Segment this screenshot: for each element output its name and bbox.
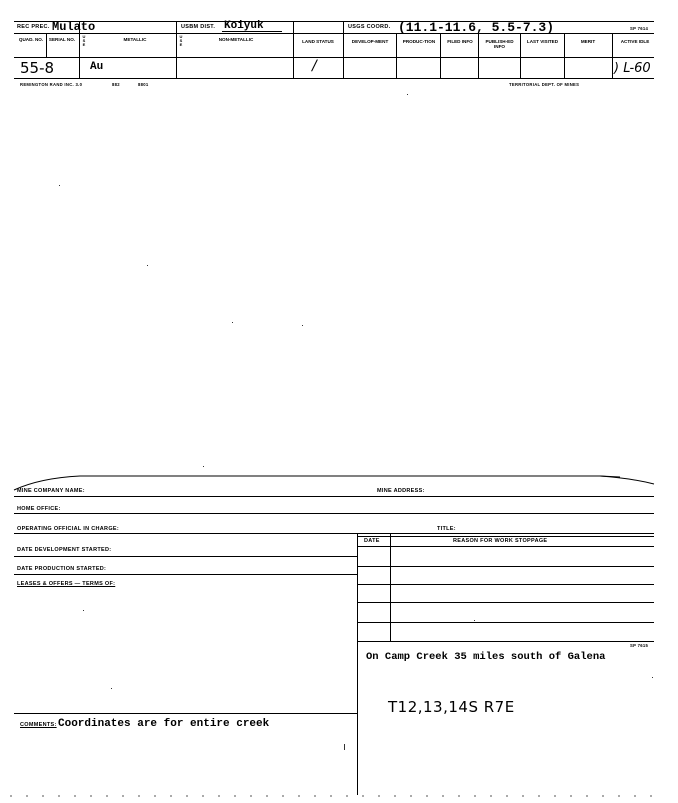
bottom-form-number: SP 7615 [630,643,649,648]
comments-rule [14,713,357,714]
use-nonmetallic-header: U S E [179,34,183,48]
top-card-bottom-rule [14,78,654,79]
merit-header: MERIT [580,39,596,44]
mine-company-name-label: MINE COMPANY NAME: [17,488,85,494]
footer-code-1: 882 [112,82,120,87]
leases-offers-label: LEASES & OFFERS — TERMS OF: [17,581,116,587]
bottom-card-rule [14,496,654,497]
rec-prec-label: REC PREC. [17,24,50,30]
quad-no-header: QUAD. NO. [18,37,44,42]
top-card-divider [478,33,479,78]
date-column-divider [390,533,391,641]
top-card-divider [396,33,397,78]
scan-speck [83,610,84,611]
scan-speck [344,744,345,750]
stoppage-table-rule [357,622,654,623]
scan-speck [111,688,112,689]
rec-prec-value: Mulato [52,20,96,34]
date-production-label: DATE PRODUCTION STARTED: [17,566,107,572]
mine-address-label: MINE ADDRESS: [377,488,425,494]
usbm-dist-value: Koiyuk [224,20,264,32]
stoppage-table-rule [357,641,654,642]
usgs-coord-label: USGS COORD. [348,24,391,30]
top-card-column-header-rule [14,33,654,34]
reason-column-header: REASON FOR WORK STOPPAGE [453,538,548,544]
usbm-dist-label: USBM DIST. [181,24,216,30]
scan-speck [147,265,148,266]
territorial-dept-label: TERRITORIAL DEPT. OF MINES [509,82,580,87]
stoppage-table-rule [357,566,654,567]
active-idle-header: ACTIVE IDLE [620,39,650,44]
land-status-value: / [312,58,317,74]
bottom-card-center-divider [357,533,358,795]
township-range-note: T12,13,14S R7E [388,698,515,716]
usgs-coord-value: (11.1-11.6, 5.5-7.3) [398,20,555,35]
stoppage-table-rule [357,584,654,585]
stoppage-table-rule [357,602,654,603]
title-label: TITLE: [437,526,456,532]
stoppage-table-rule [357,546,654,547]
scan-speck [203,466,204,467]
development-header: DEVELOP-MENT [351,39,389,44]
scan-speck [474,620,475,621]
top-card-divider [612,33,613,78]
quad-serial-value: 55-8 [20,59,55,77]
card-top-edge [0,470,678,492]
location-note: On Camp Creek 35 miles south of Galena [366,651,606,663]
top-form-number: SP 7614 [630,26,649,31]
date-column-header: DATE [364,538,380,544]
metallic-header: METALLIC [123,37,147,42]
usbm-dist-underline [222,31,282,32]
bottom-card-rule [14,513,654,514]
top-card-row-rule [14,57,654,58]
top-card-divider [46,33,47,57]
bottom-card-rule [14,533,654,534]
operating-official-label: OPERATING OFFICIAL IN CHARGE: [17,526,119,532]
nonmetallic-header: NON-METALLIC [218,37,254,42]
top-card-divider [520,33,521,78]
scan-speck [59,185,60,186]
stoppage-table-rule [357,536,654,537]
use-metallic-header: U S E [82,34,86,48]
published-info-header: PUBLISH-ED INFO [485,39,514,49]
land-status-header: LAND STATUS [302,39,334,44]
comments-label: COMMENTS: [20,722,57,728]
scan-bottom-edge [0,790,678,800]
active-idle-value: ) L-60 [614,61,651,76]
top-card-header-rule [14,21,654,22]
printer-credit: REMINGTON RAND INC. 3.0 [20,82,83,87]
scan-speck [302,325,303,326]
bottom-card-rule [14,574,357,575]
scan-speck [407,94,408,95]
date-development-label: DATE DEVELOPMENT STARTED: [17,547,112,553]
top-card-divider [440,33,441,78]
scan-speck [652,677,653,678]
home-office-label: HOME OFFICE: [17,506,61,512]
footer-code-2: 8801 [138,82,149,87]
last-visited-header: LAST VISITED [526,39,559,44]
top-card-divider [564,33,565,78]
top-card-divider [343,21,344,78]
filed-info-header: FILED INFO [447,39,473,44]
serial-no-header: SERIAL NO. [48,37,76,42]
production-header: PRODUC-TION [402,39,436,44]
top-card-divider [293,21,294,78]
bottom-card-rule [14,556,357,557]
top-card-divider [176,21,177,78]
comments-value: Coordinates are for entire creek [58,718,270,730]
scan-speck [232,322,233,323]
metallic-value: Au [90,61,104,73]
